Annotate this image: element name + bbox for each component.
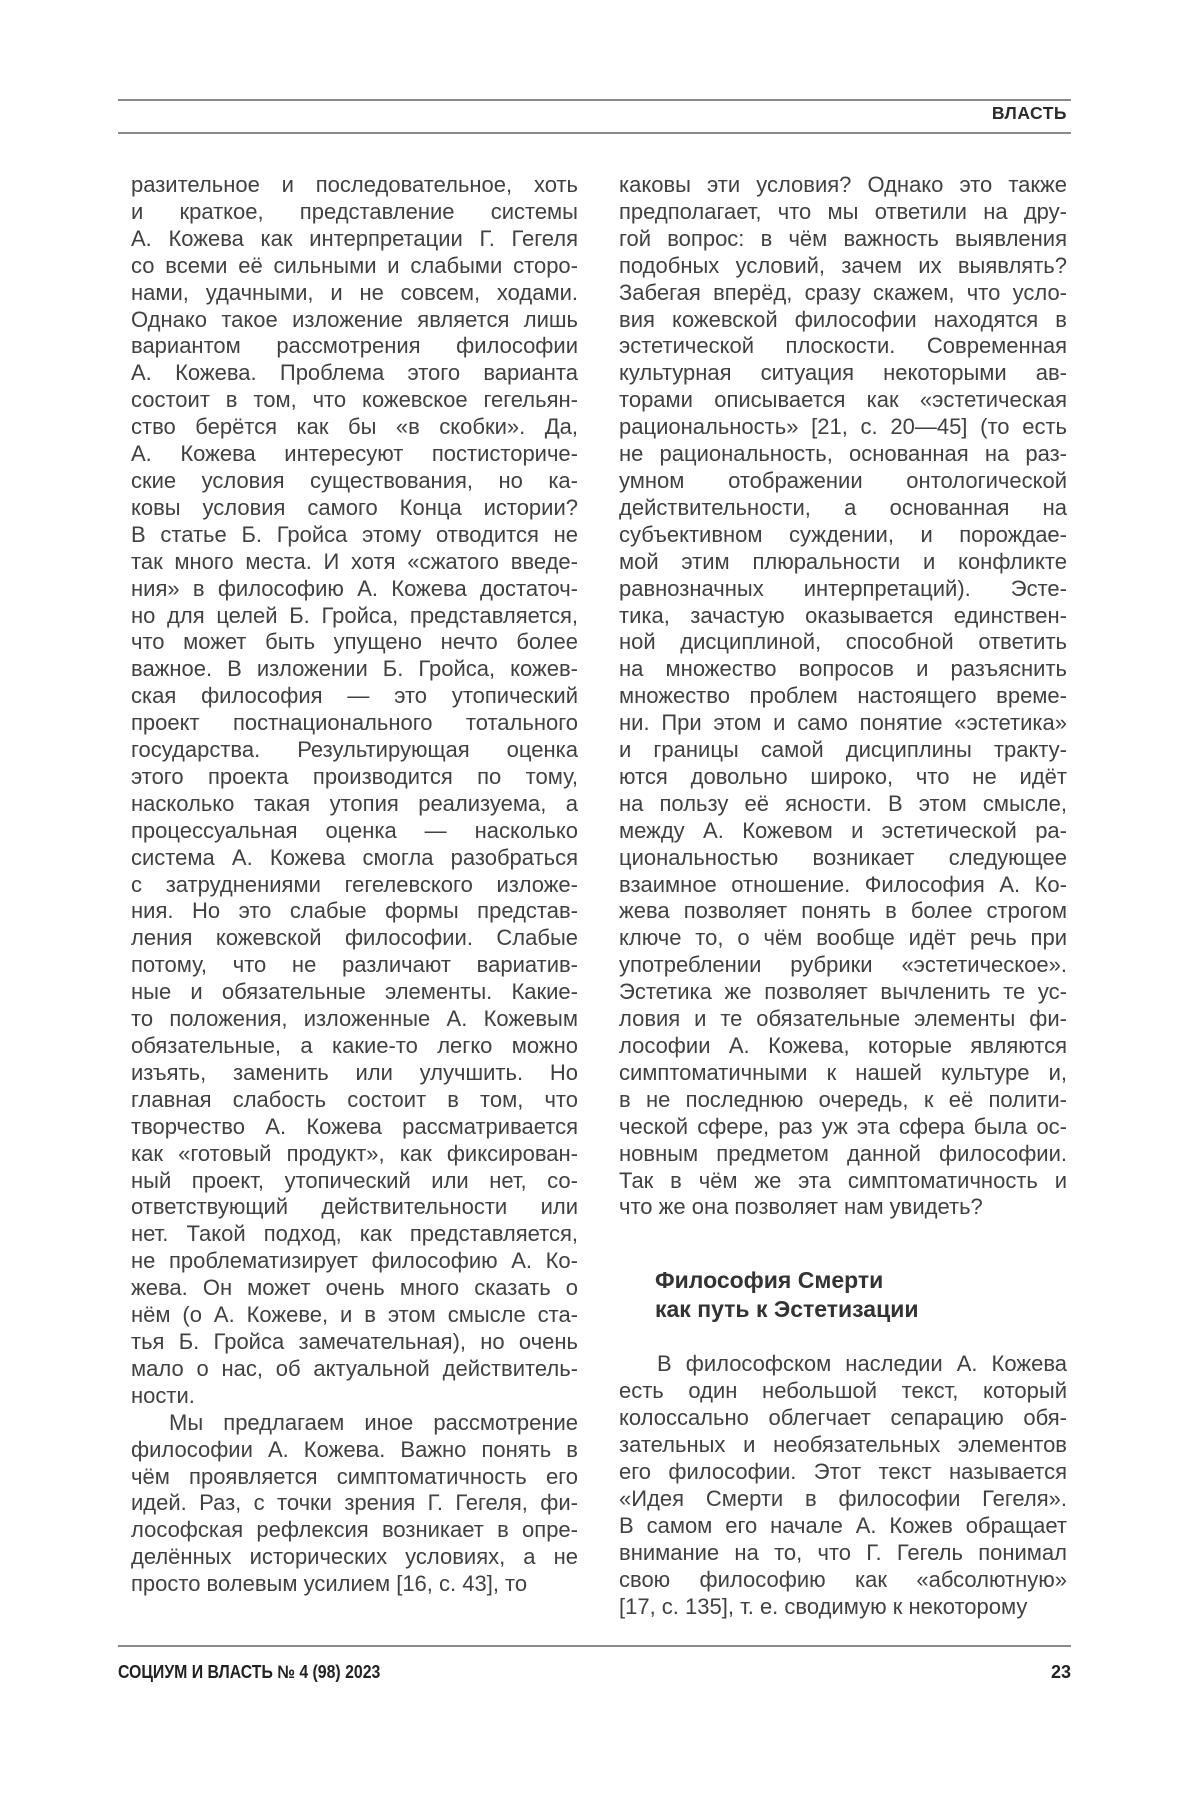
text-line: просто волевым усилием [16, с. 43], то [131,1571,528,1597]
text-line: внимание на то, что Г. Гегель понимал [619,1539,1067,1565]
text-line: тика, зачастую оказывается единствен- [619,602,1067,628]
text-line: на множество вопросов и разъяснить [619,656,1067,682]
text-line: важное. В изложении Б. Гройса, кожев- [131,656,578,682]
header-rule-top [118,99,1071,101]
column-left [131,172,578,1598]
text-line: ности. [131,1382,195,1408]
text-columns [131,172,1067,1620]
text-line: субъективном суждении, и порождае- [619,521,1067,547]
text-line: разительное и последовательное, хоть [131,172,578,197]
text-line: Забегая вперёд, сразу скажем, что усло- [619,279,1067,305]
text-line: рациональность» [21, с. 20—45] (то есть [619,414,1067,440]
footer-rule [118,1645,1071,1647]
text-line: В философском наследии А. Кожева [657,1351,1067,1377]
text-line: предполагает, что мы ответили на дру- [619,198,1067,224]
text-line: ные и обязательные элементы. Какие- [131,979,578,1005]
text-line: новным предметом данной философии. [619,1140,1067,1166]
text-line: в не последнюю очередь, к её полити- [619,1086,1067,1112]
body-paragraph [131,1410,578,1598]
heading-line: как путь к Эстетизации [655,1296,919,1323]
text-line: но для целей Б. Гройса, представляется, [131,602,578,628]
body-paragraph [619,1351,1067,1620]
text-line: взаимное отношение. Философия А. Ко- [619,871,1067,897]
text-line: его философии. Этот текст называется [619,1458,1067,1484]
text-line: как «готовый продукт», как фиксирован- [131,1140,578,1166]
text-line: А. Кожева. Проблема этого варианта [131,360,578,386]
text-line: со всеми её сильными и слабыми сторо- [131,252,578,278]
body-paragraph [131,172,578,1410]
text-line: на пользу её ясности. В этом смысле, [619,790,1067,816]
text-line: множество проблем настоящего време- [619,683,1067,709]
text-line: Так в чём же эта симптоматичность и [619,1167,1067,1193]
text-line: гой вопрос: в чём важность выявления [619,225,1067,251]
text-line: идей. Раз, с точки зрения Г. Гегеля, фи- [131,1490,578,1516]
text-line: ной дисциплиной, способной ответить [619,629,1067,655]
body-paragraph [619,172,1067,1221]
text-line: нами, удачными, и не совсем, ходами. [131,279,578,305]
text-line: философии А. Кожева. Важно понять в [131,1436,578,1462]
text-line: Эстетика же позволяет вычленить те ус- [619,979,1067,1005]
text-line: насколько такая утопия реализуема, а [131,790,578,816]
text-line: то положения, изложенные А. Кожевым [131,1006,578,1032]
page-number: 23 [1050,1662,1071,1682]
text-line: ни. При этом и само понятие «эстетика» [619,710,1067,736]
text-line: А. Кожева как интерпретации Г. Гегеля [131,225,578,251]
text-line: нём (о А. Кожеве, и в этом смысле ста- [131,1302,578,1328]
text-line: ключе то, о чём вообще идёт речь при [619,925,1067,951]
text-line: ответствующий действительности или [131,1194,578,1220]
text-line: «Идея Смерти в философии Гегеля». [619,1485,1067,1511]
text-line: система А. Кожева смогла разобраться [131,844,578,870]
text-line: действительности, а основанная на [619,494,1067,520]
text-line: так много места. И хотя «сжатого введе- [131,548,578,574]
text-line: ный проект, утопический или нет, со- [131,1167,578,1193]
text-line: ния. Но это слабые формы представ- [131,898,578,924]
text-line: и границы самой дисциплины тракту- [619,737,1067,763]
text-line: не рациональность, основанная на раз- [619,441,1067,467]
text-line: и краткое, представление системы [131,198,578,224]
text-line: культурная ситуация некоторыми ав- [619,360,1067,386]
text-line: жева. Он может очень много сказать о [131,1275,578,1301]
text-line: каковы эти условия? Однако это также [619,172,1067,197]
text-line: ния» в философию А. Кожева достаточ- [131,575,578,601]
column-right [619,172,1067,1620]
text-line: ковы условия самого Конца истории? [131,494,578,520]
text-line: потому, что не различают вариатив- [131,952,578,978]
text-line: есть один небольшой текст, который [619,1378,1067,1404]
text-line: зательных и необязательных элементов [619,1432,1067,1458]
text-line: делённых исторических условиях, а не [131,1544,578,1570]
text-line: лософская рефлексия возникает в опре- [131,1517,578,1543]
text-line: между А. Кожевом и эстетической ра- [619,817,1067,843]
text-line: торами описывается как «эстетическая [619,387,1067,413]
text-line: состоит в том, что кожевское гегельян- [131,387,578,413]
text-line: А. Кожева интересуют постисториче- [131,441,578,467]
text-line: проект постнационального тотального [131,710,578,736]
text-line: процессуальная оценка — насколько [131,817,578,843]
text-line: что может быть упущено нечто более [131,629,578,655]
text-line: ские условия существования, но ка- [131,467,578,493]
text-line: циональностью возникает следующее [619,844,1067,870]
text-line: Мы предлагаем иное рассмотрение [169,1409,578,1435]
text-line: Однако такое изложение является лишь [131,306,578,332]
text-line: умном отображении онтологической [619,467,1067,493]
section-heading [655,1266,1067,1324]
text-line: эстетической плоскости. Современная [619,333,1067,359]
text-line: чём проявляется симптоматичность его [131,1463,578,1489]
text-line: колоссально облегчает сепарацию обя- [619,1405,1067,1431]
text-line: ческой сфере, раз уж эта сфера была ос- [619,1113,1067,1139]
text-line: свою философию как «абсолютную» [619,1566,1067,1592]
running-title: ВЛАСТЬ [991,103,1067,123]
text-line: ления кожевской философии. Слабые [131,925,578,951]
header-rule-bottom [118,132,1071,134]
journal-title: СОЦИУМ И ВЛАСТЬ № 4 (98) 2023 [118,1662,381,1682]
text-line: этого проекта производится по тому, [131,763,578,789]
text-line: что же она позволяет нам увидеть? [619,1194,983,1220]
text-line: равнозначных интерпретаций). Эсте- [619,575,1067,601]
text-line: симптоматичными к нашей культуре и, [619,1059,1067,1085]
text-line: мой этим плюральности и конфликте [619,548,1067,574]
text-line: подобных условий, зачем их выявлять? [619,252,1067,278]
heading-line: Философия Смерти [655,1267,884,1294]
text-line: не проблематизирует философию А. Ко- [131,1248,578,1274]
text-line: творчество А. Кожева рассматривается [131,1113,578,1139]
text-line: В статье Б. Гройса этому отводится не [131,521,578,547]
text-line: вия кожевской философии находятся в [619,306,1067,332]
text-line: употреблении рубрики «эстетическое». [619,952,1067,978]
text-line: В самом его начале А. Кожев обращает [619,1512,1067,1538]
text-line: [17, с. 135], т. е. сводимую к некоторому [619,1593,1028,1619]
text-line: жева позволяет понять в более строгом [619,898,1067,924]
text-line: ловия и те обязательные элементы фи- [619,1006,1067,1032]
text-line: главная слабость состоит в том, что [131,1086,578,1112]
text-line: мало о нас, об актуальной действитель- [131,1355,578,1381]
text-line: ская философия — это утопический [131,683,578,709]
text-line: нет. Такой подход, как представляется, [131,1221,578,1247]
text-line: государства. Результирующая оценка [131,737,578,763]
text-line: изъять, заменить или улучшить. Но [131,1059,578,1085]
text-line: вариантом рассмотрения философии [131,333,578,359]
text-line: ство берётся как бы «в скобки». Да, [131,414,578,440]
text-line: обязательные, а какие-то легко можно [131,1033,578,1058]
text-line: с затруднениями гегелевского изложе- [131,871,578,897]
text-line: лософии А. Кожева, которые являются [619,1033,1067,1058]
text-line: тья Б. Гройса замечательная), но очень [131,1328,578,1354]
text-line: ются довольно широко, что не идёт [619,763,1067,789]
